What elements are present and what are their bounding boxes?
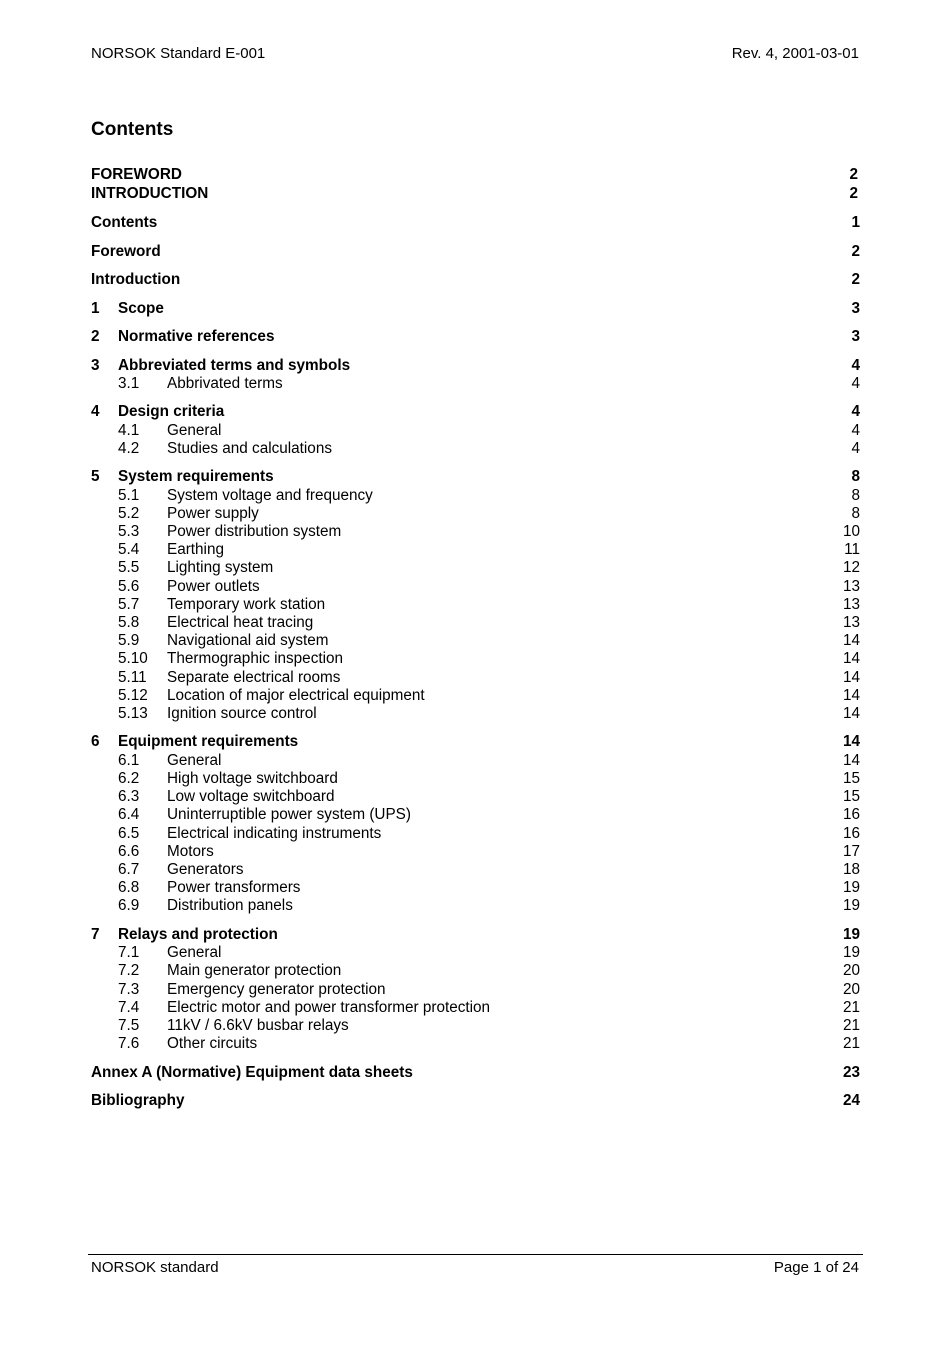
toc-entry-number: 4 (91, 403, 100, 420)
toc-entry[interactable] (91, 440, 860, 458)
toc-entry-page: 4 (851, 403, 860, 420)
toc-entry-number: 5.12 (118, 687, 148, 704)
toc-entry-title: Uninterruptible power system (UPS) (167, 806, 411, 823)
toc-entry-page: 15 (842, 770, 860, 787)
toc-entry-title: Power transformers (167, 879, 301, 896)
toc-entry[interactable] (91, 806, 860, 824)
toc-entry-page: 4 (851, 440, 860, 457)
toc-entry[interactable] (91, 752, 860, 770)
toc-entry-number: 6.1 (118, 752, 140, 769)
toc-entry-page: 14 (842, 752, 860, 769)
page-header (91, 45, 859, 62)
toc-entry[interactable] (91, 669, 860, 687)
toc-entry-page: 3 (851, 300, 860, 317)
toc-entry-page: 21 (842, 1017, 860, 1034)
toc-entry-page: 1 (851, 214, 860, 231)
toc-entry-number: 6 (91, 733, 100, 750)
toc-entry-title: Temporary work station (167, 596, 326, 613)
toc-entry-number: 7 (91, 926, 100, 943)
toc-entry-number: 3.1 (118, 375, 140, 392)
toc-entry[interactable] (91, 1092, 860, 1110)
toc-entry-page: 13 (842, 578, 860, 595)
toc-entry-title: Main generator protection (167, 962, 342, 979)
toc-entry-page: 14 (842, 669, 860, 686)
toc-entry-page: 8 (851, 468, 860, 485)
toc-entry[interactable] (91, 705, 860, 723)
toc-entry-page: 12 (842, 559, 860, 576)
toc-entry-title: Electric motor and power transformer protection (167, 999, 491, 1016)
toc-entry-title: Motors (167, 843, 214, 860)
toc-entry[interactable] (91, 596, 860, 614)
toc-entry-page: 10 (842, 523, 860, 540)
toc-entry-page: 16 (842, 806, 860, 823)
footer-divider (88, 1254, 863, 1255)
page-title: Contents (91, 119, 174, 140)
page-footer (91, 1259, 859, 1276)
toc-entry[interactable] (91, 185, 860, 203)
toc-entry-title: General (167, 944, 222, 961)
toc-entry[interactable] (91, 214, 860, 232)
toc-entry-page: 18 (842, 861, 860, 878)
toc-entry[interactable] (91, 271, 860, 289)
header-revision: Rev. 4, 2001-03-01 (731, 45, 859, 62)
toc-entry-title: Thermographic inspection (167, 650, 344, 667)
toc-entry-title: Electrical heat tracing (167, 614, 314, 631)
toc-entry[interactable] (91, 770, 860, 788)
toc-entry[interactable] (91, 999, 860, 1017)
toc-entry-number: 6.8 (118, 879, 140, 896)
toc-entry-page: 4 (851, 375, 860, 392)
toc-entry-title: Distribution panels (167, 897, 293, 914)
toc-entry-title: Introduction (91, 271, 181, 288)
toc-entry[interactable] (91, 559, 860, 577)
toc-entry-number: 5.5 (118, 559, 140, 576)
toc-entry-title: Design criteria (118, 403, 225, 420)
toc-entry[interactable] (91, 375, 860, 393)
toc-entry-page: 24 (842, 1092, 860, 1109)
toc-entry[interactable] (91, 300, 860, 318)
toc-entry[interactable] (91, 523, 860, 541)
toc-entry-title: Scope (118, 300, 164, 317)
toc-entry-number: 5.7 (118, 596, 140, 613)
toc-entry-title: Bibliography (91, 1092, 185, 1109)
toc-entry-title: Lighting system (167, 559, 274, 576)
toc-entry[interactable] (91, 788, 860, 806)
toc-entry-page: 8 (851, 487, 860, 504)
toc-entry[interactable] (91, 944, 860, 962)
toc-entry-page: 14 (842, 650, 860, 667)
toc-entry-title: Low voltage switchboard (167, 788, 335, 805)
toc-entry-number: 4.1 (118, 422, 140, 439)
toc-entry-page: 20 (842, 962, 860, 979)
toc-entry-page: 19 (842, 926, 860, 943)
toc-entry-number: 5.13 (118, 705, 148, 722)
toc-entry-number: 5.9 (118, 632, 140, 649)
toc-entry-title: Ignition source control (167, 705, 317, 722)
footer-standard-name: NORSOK standard (91, 1259, 219, 1276)
toc-entry-number: 6.9 (118, 897, 140, 914)
toc-entry-title: Power distribution system (167, 523, 342, 540)
toc-entry-page: 16 (842, 825, 860, 842)
toc-entry-page: 21 (842, 999, 860, 1016)
toc-entry-title: Equipment requirements (118, 733, 299, 750)
toc-entry-title: Power outlets (167, 578, 260, 595)
toc-entry-page: 19 (842, 897, 860, 914)
toc-entry-title: 11kV / 6.6kV busbar relays (167, 1017, 349, 1034)
toc-entry-title: Foreword (91, 243, 161, 260)
toc-entry-title: Generators (167, 861, 244, 878)
toc-entry-number: 4.2 (118, 440, 140, 457)
toc-entry-number: 5.3 (118, 523, 140, 540)
toc-entry-number: 6.4 (118, 806, 140, 823)
toc-entry-number: 2 (91, 328, 100, 345)
toc-entry-title: Contents (91, 214, 158, 231)
toc-entry-title: Other circuits (167, 1035, 258, 1052)
toc-entry-page: 17 (842, 843, 860, 860)
toc-entry-title: General (167, 752, 222, 769)
toc-entry-number: 7.1 (118, 944, 140, 961)
toc-entry-number: 5.10 (118, 650, 148, 667)
toc-entry[interactable] (91, 926, 860, 944)
toc-entry[interactable] (91, 1035, 860, 1053)
toc-entry[interactable] (91, 578, 860, 596)
header-document-title: NORSOK Standard E-001 (91, 45, 266, 62)
toc-entry-title: Studies and calculations (167, 440, 332, 457)
toc-entry[interactable] (91, 879, 860, 897)
toc-entry-number: 7.4 (118, 999, 140, 1016)
toc-entry-number: 6.6 (118, 843, 140, 860)
toc-entry-title: Relays and protection (118, 926, 278, 943)
toc-entry-page: 3 (851, 328, 860, 345)
toc-entry-title: Power supply (167, 505, 259, 522)
toc-entry[interactable] (91, 487, 860, 505)
toc-entry[interactable] (91, 328, 860, 346)
toc-entry[interactable] (91, 861, 860, 879)
toc-entry[interactable] (91, 650, 860, 668)
toc-entry[interactable] (91, 981, 860, 999)
toc-entry-page: 8 (851, 505, 860, 522)
toc-entry-number: 6.3 (118, 788, 140, 805)
toc-entry[interactable] (91, 468, 860, 486)
toc-entry-number: 7.2 (118, 962, 140, 979)
toc-entry-number: 7.5 (118, 1017, 140, 1034)
toc-entry-page: 2 (849, 185, 858, 202)
toc-entry-title: Emergency generator protection (167, 981, 386, 998)
toc-entry-page: 21 (842, 1035, 860, 1052)
toc-entry-title: Location of major electrical equipment (167, 687, 425, 704)
toc-entry[interactable] (91, 357, 860, 375)
toc-entry[interactable] (91, 825, 860, 843)
toc-entry[interactable] (91, 243, 860, 261)
toc-entry-page: 19 (842, 879, 860, 896)
toc-entry-title: System requirements (118, 468, 274, 485)
toc-entry-page: 20 (842, 981, 860, 998)
toc-entry-number: 5.4 (118, 541, 140, 558)
toc-entry-title: Annex A (Normative) Equipment data sheets (91, 1064, 413, 1081)
toc-entry-number: 6.2 (118, 770, 140, 787)
toc-entry-number: 5.2 (118, 505, 140, 522)
toc-entry-page: 2 (849, 166, 858, 183)
toc-entry[interactable] (91, 897, 860, 915)
toc-entry[interactable] (91, 733, 860, 751)
toc-entry[interactable] (91, 1064, 860, 1082)
toc-entry-page: 13 (842, 596, 860, 613)
toc-entry-title: FOREWORD (91, 166, 182, 183)
toc-entry-number: 7.3 (118, 981, 140, 998)
toc-entry-number: 5.8 (118, 614, 140, 631)
toc-entry-title: Abbreviated terms and symbols (118, 357, 351, 374)
toc-entry-number: 6.7 (118, 861, 140, 878)
toc-entry-page: 19 (842, 944, 860, 961)
toc-entry-title: General (167, 422, 222, 439)
footer-page-number: Page 1 of 24 (773, 1259, 859, 1276)
toc-entry-page: 14 (842, 705, 860, 722)
toc-entry[interactable] (91, 541, 860, 559)
toc-entry-title: Abbrivated terms (167, 375, 283, 392)
toc-entry-page: 14 (842, 733, 860, 750)
toc-entry[interactable] (91, 632, 860, 650)
toc-entry-number: 5.11 (118, 669, 147, 686)
toc-entry-page: 15 (842, 788, 860, 805)
toc-entry-page: 4 (851, 357, 860, 374)
toc-entry[interactable] (91, 422, 860, 440)
toc-entry-page: 2 (851, 243, 860, 260)
toc-entry[interactable] (91, 166, 860, 184)
toc-entry-page: 11 (844, 541, 860, 558)
toc-entry-page: 4 (851, 422, 860, 439)
toc-entry-page: 23 (842, 1064, 860, 1081)
toc-entry[interactable] (91, 403, 860, 421)
toc-entry[interactable] (91, 505, 860, 523)
toc-entry-title: Earthing (167, 541, 224, 558)
toc-entry[interactable] (91, 687, 860, 705)
toc-entry-title: High voltage switchboard (167, 770, 338, 787)
toc-entry-number: 7.6 (118, 1035, 140, 1052)
toc-entry[interactable] (91, 843, 860, 861)
toc-entry-title: Navigational aid system (167, 632, 329, 649)
toc-entry[interactable] (91, 614, 860, 632)
toc-entry-page: 14 (842, 687, 860, 704)
toc-entry-number: 5.1 (118, 487, 140, 504)
toc-entry-title: Electrical indicating instruments (167, 825, 382, 842)
toc-entry-title: Normative references (118, 328, 275, 345)
toc-entry-page: 14 (842, 632, 860, 649)
toc-entry[interactable] (91, 962, 860, 980)
toc-entry[interactable] (91, 1017, 860, 1035)
toc-entry-title: INTRODUCTION (91, 185, 209, 202)
toc-entry-page: 13 (842, 614, 860, 631)
toc-entry-number: 1 (91, 300, 100, 317)
toc-entry-title: Separate electrical rooms (167, 669, 341, 686)
toc-entry-number: 6.5 (118, 825, 140, 842)
toc-entry-page: 2 (851, 271, 860, 288)
toc-entry-number: 5 (91, 468, 100, 485)
toc-entry-number: 5.6 (118, 578, 140, 595)
toc-entry-number: 3 (91, 357, 100, 374)
toc-entry-title: System voltage and frequency (167, 487, 373, 504)
